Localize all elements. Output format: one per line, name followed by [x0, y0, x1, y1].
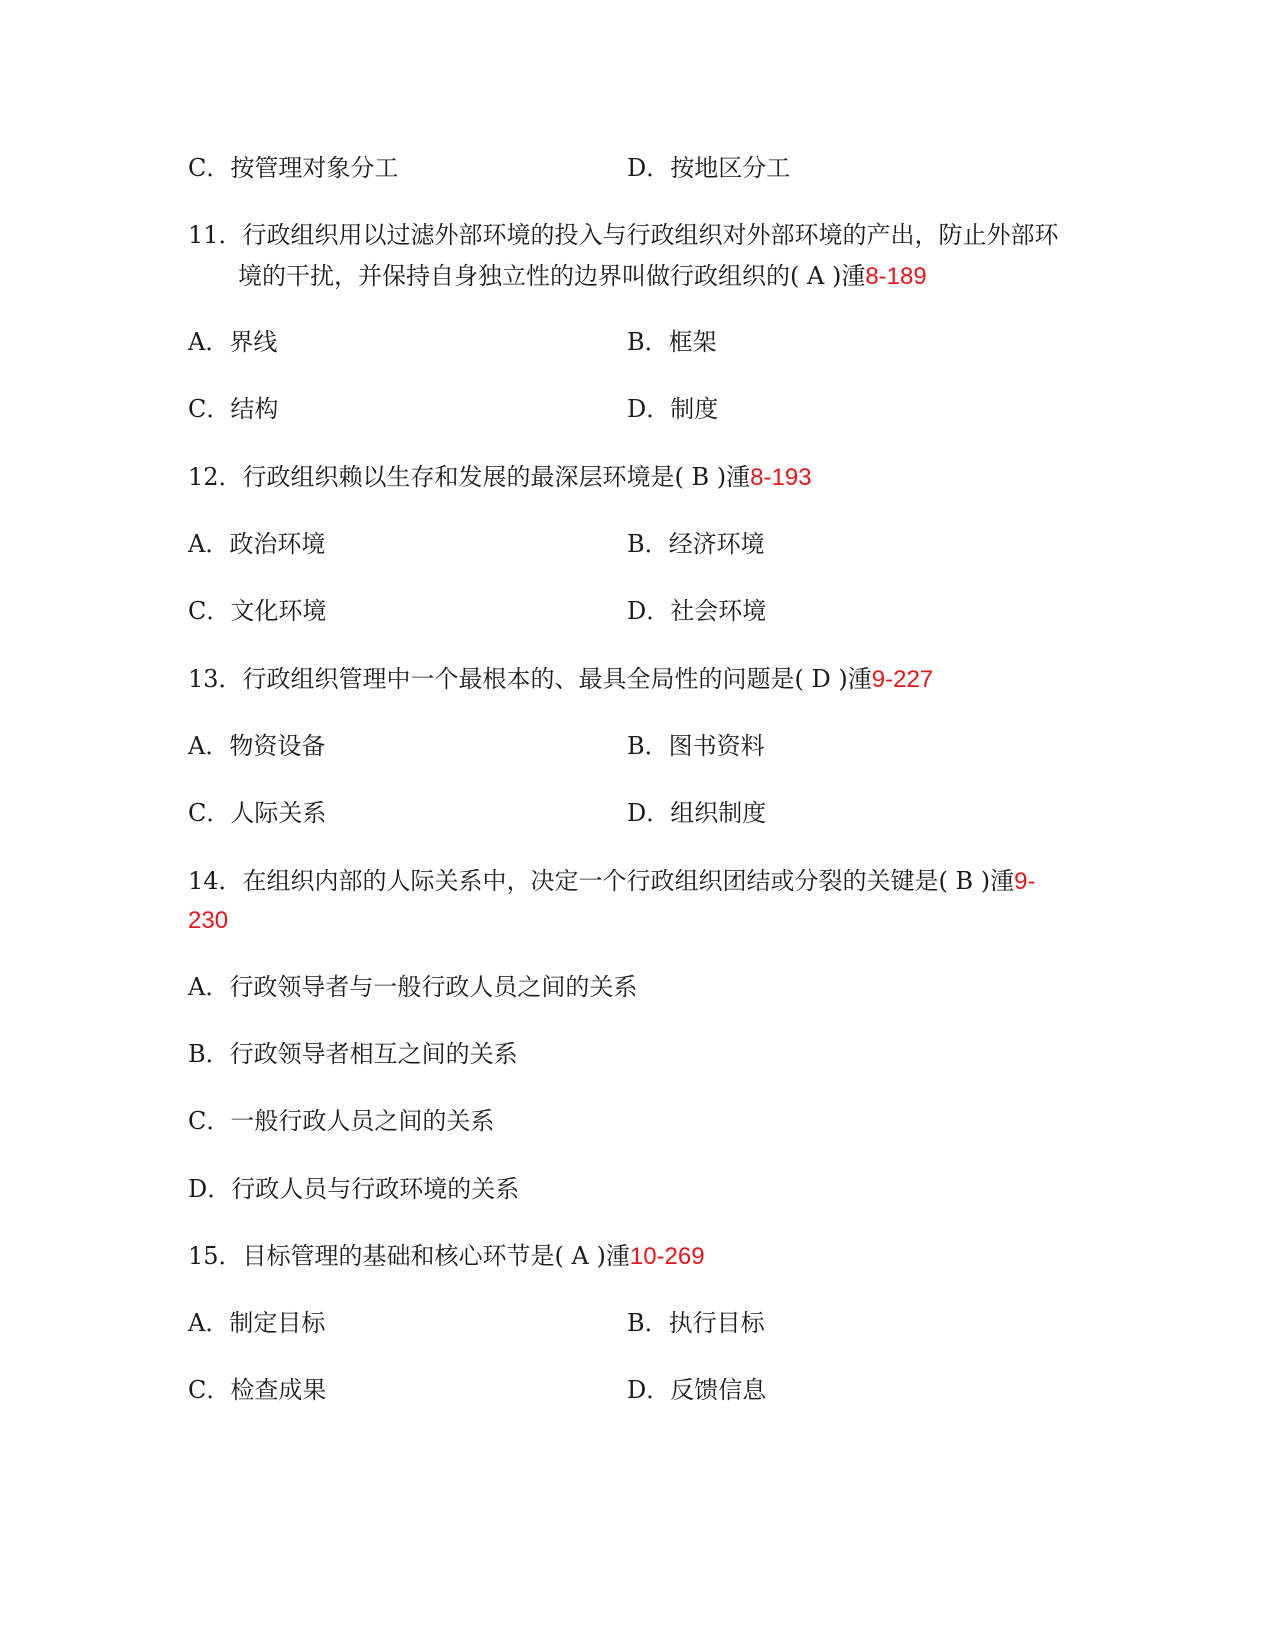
q11-option-b: B．框架	[627, 328, 717, 356]
q14-stem-text: 14．在组织内部的人际关系中，决定一个行政组织团结或分裂的关键是( B )湩	[188, 867, 1015, 895]
q13-option-a: A．物资设备	[188, 732, 326, 760]
q10-option-d: D．按地区分工	[627, 154, 791, 182]
q12-stem-text: 12．行政组织赖以生存和发展的最深层环境是( B )湩	[188, 463, 751, 491]
q14-option-d: D．行政人员与行政环境的关系	[188, 1175, 520, 1203]
q11-option-c: C．结构	[188, 395, 279, 423]
q12-option-d: D．社会环境	[627, 597, 767, 625]
q13-stem-text: 13．行政组织管理中一个最根本的、最具全局性的问题是( D )湩	[188, 665, 872, 693]
q10-option-c: C．按管理对象分工	[188, 154, 399, 182]
q11-reference: 8-189	[865, 263, 927, 290]
q15-stem-text: 15．目标管理的基础和核心环节是( A )湩	[188, 1242, 630, 1270]
q11-stem-line1: 11．行政组织用以过滤外部环境的投入与行政组织对外部环境的产出，防止外部环	[188, 221, 1059, 249]
q14-reference-part1: 9-	[1014, 868, 1036, 895]
q12-stem	[188, 457, 812, 498]
q11-stem-text: 境的干扰，并保持自身独立性的边界叫做行政组织的( A )湩	[238, 262, 866, 290]
q13-option-c: C．人际关系	[188, 799, 327, 827]
q15-option-a: A．制定目标	[188, 1309, 326, 1337]
q12-option-a: A．政治环境	[188, 530, 326, 558]
q13-option-d: D．组织制度	[627, 799, 767, 827]
q11-option-d: D．制度	[627, 395, 719, 423]
q15-option-b: B．执行目标	[627, 1309, 765, 1337]
q13-option-b: B．图书资料	[627, 732, 765, 760]
q11-option-a: A．界线	[188, 328, 278, 356]
q13-reference: 9-227	[871, 666, 934, 693]
q12-option-c: C．文化环境	[188, 597, 327, 625]
q14-stem-line1	[188, 861, 1036, 902]
q11-stem-line2	[238, 256, 927, 297]
q14-option-a: A．行政领导者与一般行政人员之间的关系	[188, 973, 638, 1001]
q14-option-b: B．行政领导者相互之间的关系	[188, 1040, 518, 1068]
q15-option-d: D．反馈信息	[627, 1376, 767, 1404]
q14-option-c: C．一般行政人员之间的关系	[188, 1107, 495, 1135]
q12-option-b: B．经济环境	[627, 530, 765, 558]
q14-stem-line2	[188, 900, 228, 941]
q15-reference: 10-269	[629, 1243, 705, 1270]
q12-reference: 8-193	[750, 464, 812, 491]
q14-reference-part2: 230	[188, 907, 229, 934]
q13-stem	[188, 659, 933, 700]
q15-option-c: C．检查成果	[188, 1376, 327, 1404]
q15-stem	[188, 1236, 705, 1277]
